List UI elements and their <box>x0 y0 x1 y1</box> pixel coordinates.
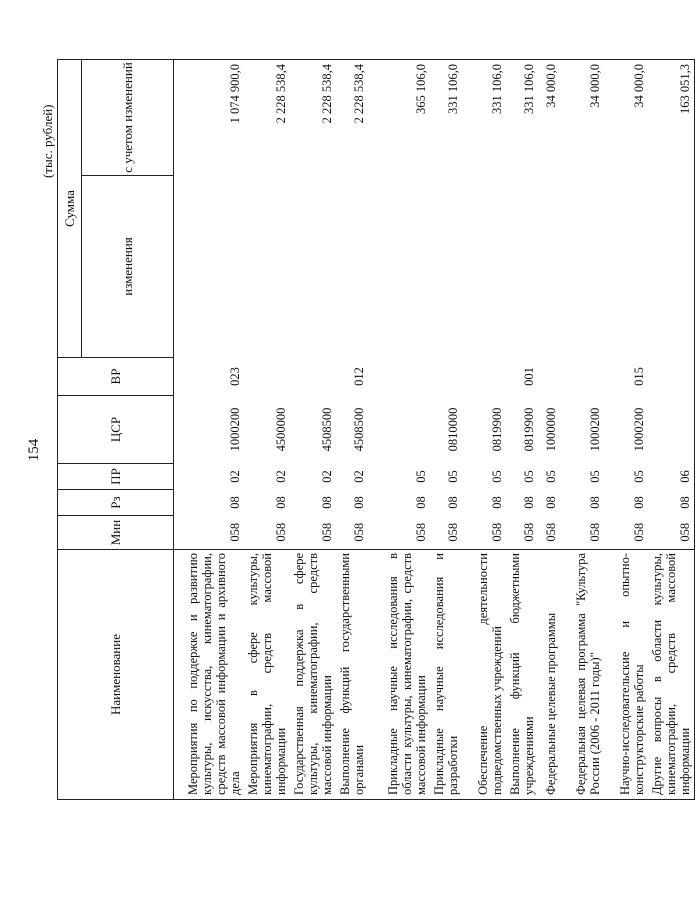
row-pr: 05 <box>543 470 558 483</box>
header-name: Наименование <box>58 550 174 800</box>
row-total: 2 228 538,4 <box>244 60 290 176</box>
table-row <box>430 60 462 800</box>
row-name: Другие вопросы в области культуры, кинематографии, средств массовой информации <box>648 550 695 800</box>
table-row <box>290 60 336 800</box>
row-vr <box>462 358 506 396</box>
row-total: 331 106,0 <box>430 60 462 176</box>
row-rz: 08 <box>351 496 366 509</box>
row-csr: 4508500 <box>319 407 334 452</box>
row-vr: 001 <box>521 367 536 386</box>
row-total: 163 051,3 <box>648 60 695 176</box>
row-name: Выполнение функций бюджетными учреждениями <box>506 550 538 800</box>
row-min: 058 <box>648 516 695 550</box>
table-row <box>174 60 244 800</box>
row-pr: 02 <box>273 470 288 483</box>
table-row <box>506 60 538 800</box>
row-rz: 08 <box>587 496 602 509</box>
row-changes <box>368 176 430 358</box>
units-label: (тыс. рублей) <box>40 104 55 178</box>
row-rz: 08 <box>273 496 288 509</box>
row-min: 058 <box>587 522 602 542</box>
row-min: 058 <box>543 522 558 542</box>
row-vr: 015 <box>631 367 646 386</box>
row-rz: 08 <box>227 496 242 509</box>
row-total: 331 106,0 <box>462 60 506 176</box>
table-body <box>174 60 695 800</box>
row-csr: 1000000 <box>543 407 558 452</box>
row-changes <box>430 176 462 358</box>
header-with-changes: с учетом изменений <box>82 60 174 176</box>
row-vr <box>538 358 560 396</box>
table-row <box>604 60 648 800</box>
row-min: 058 <box>631 522 646 542</box>
row-rz: 08 <box>319 496 334 509</box>
table-row <box>336 60 368 800</box>
row-rz: 08 <box>445 496 460 509</box>
row-pr: 05 <box>413 470 428 483</box>
row-min: 058 <box>489 522 504 542</box>
row-min: 058 <box>351 522 366 542</box>
row-total: 34 000,0 <box>604 60 648 176</box>
row-name: Обеспечение деятельности подведомственных учреждений <box>462 550 506 800</box>
row-min: 058 <box>521 522 536 542</box>
row-name: Государственная поддержка в сфере культуры, кинематографии, средств массовой информации <box>290 550 336 800</box>
page-number: 154 <box>26 438 42 462</box>
row-min: 058 <box>319 522 334 542</box>
row-changes <box>290 176 336 358</box>
row-vr: 023 <box>227 367 242 386</box>
row-csr: 1000200 <box>227 407 242 452</box>
table-row <box>648 60 695 800</box>
row-csr: 0810000 <box>445 407 460 452</box>
row-changes <box>462 176 506 358</box>
row-pr: 02 <box>319 470 334 483</box>
table-row <box>462 60 506 800</box>
table-row <box>244 60 290 800</box>
row-rz: 08 <box>543 496 558 509</box>
row-pr: 02 <box>227 470 242 483</box>
header-pr: ПР <box>58 464 174 490</box>
row-vr <box>290 358 336 396</box>
header-changes: изменения <box>82 176 174 358</box>
row-changes <box>336 176 368 358</box>
budget-table <box>57 59 695 800</box>
row-min: 058 <box>445 522 460 542</box>
row-changes <box>648 176 695 358</box>
row-rz: 08 <box>631 496 646 509</box>
row-total: 1 074 900,0 <box>174 60 244 176</box>
row-vr <box>560 358 604 396</box>
header-csr: ЦСР <box>58 396 174 464</box>
row-vr <box>648 358 695 396</box>
row-csr <box>368 396 430 464</box>
row-changes <box>506 176 538 358</box>
row-pr: 02 <box>351 470 366 483</box>
table-row <box>368 60 430 800</box>
row-csr: 4500000 <box>273 407 288 452</box>
table-row <box>560 60 604 800</box>
row-name: Мероприятия по поддержке и развитию культуры, искусства, кинематографии, средств массовой информации и архивного дела <box>174 550 244 800</box>
row-total: 2 228 538,4 <box>290 60 336 176</box>
row-name: Федеральная целевая программа "Культура России (2006 - 2011 годы)" <box>560 550 604 800</box>
row-csr: 4508500 <box>351 407 366 452</box>
row-rz: 08 <box>648 490 695 516</box>
row-csr <box>648 396 695 464</box>
row-pr: 06 <box>648 464 695 490</box>
row-total: 331 106,0 <box>506 60 538 176</box>
header-min: Мин <box>58 516 174 550</box>
row-pr: 05 <box>587 470 602 483</box>
row-vr <box>244 358 290 396</box>
row-changes <box>244 176 290 358</box>
row-vr <box>430 358 462 396</box>
row-name: Прикладные научные исследования и разработки <box>430 550 462 800</box>
row-total: 365 106,0 <box>368 60 430 176</box>
header-vr: ВР <box>58 358 174 396</box>
row-pr: 05 <box>521 470 536 483</box>
row-rz: 08 <box>521 496 536 509</box>
header-rz: Рз <box>58 490 174 516</box>
row-total: 34 000,0 <box>538 60 560 176</box>
row-csr: 0819900 <box>489 407 504 452</box>
row-changes <box>174 176 244 358</box>
row-total: 34 000,0 <box>560 60 604 176</box>
row-name: Научно-исследовательские и опытно-конструкторские работы <box>604 550 648 800</box>
row-total: 2 228 538,4 <box>336 60 368 176</box>
row-min: 058 <box>273 522 288 542</box>
row-pr: 05 <box>445 470 460 483</box>
row-min: 058 <box>413 522 428 542</box>
row-name: Выполнение функций государственными органами <box>336 550 368 800</box>
row-rz: 08 <box>413 496 428 509</box>
row-name: Федеральные целевые программы <box>538 550 560 800</box>
row-changes <box>538 176 560 358</box>
row-changes <box>560 176 604 358</box>
row-pr: 05 <box>489 470 504 483</box>
row-changes <box>604 176 648 358</box>
row-rz: 08 <box>489 496 504 509</box>
row-min: 058 <box>227 522 242 542</box>
row-name: Прикладные научные исследования в области культуры, кинематографии, средств массовой информации <box>368 550 430 800</box>
row-csr: 0819900 <box>521 407 536 452</box>
header-sum: Сумма <box>58 60 82 358</box>
row-name: Мероприятия в сфере культуры, кинематографии, средств массовой информации <box>244 550 290 800</box>
row-vr: 012 <box>351 367 366 386</box>
table-row <box>538 60 560 800</box>
table-header <box>58 60 174 800</box>
row-vr <box>368 358 430 396</box>
row-csr: 1000200 <box>631 407 646 452</box>
row-csr: 1000200 <box>587 407 602 452</box>
row-pr: 05 <box>631 470 646 483</box>
